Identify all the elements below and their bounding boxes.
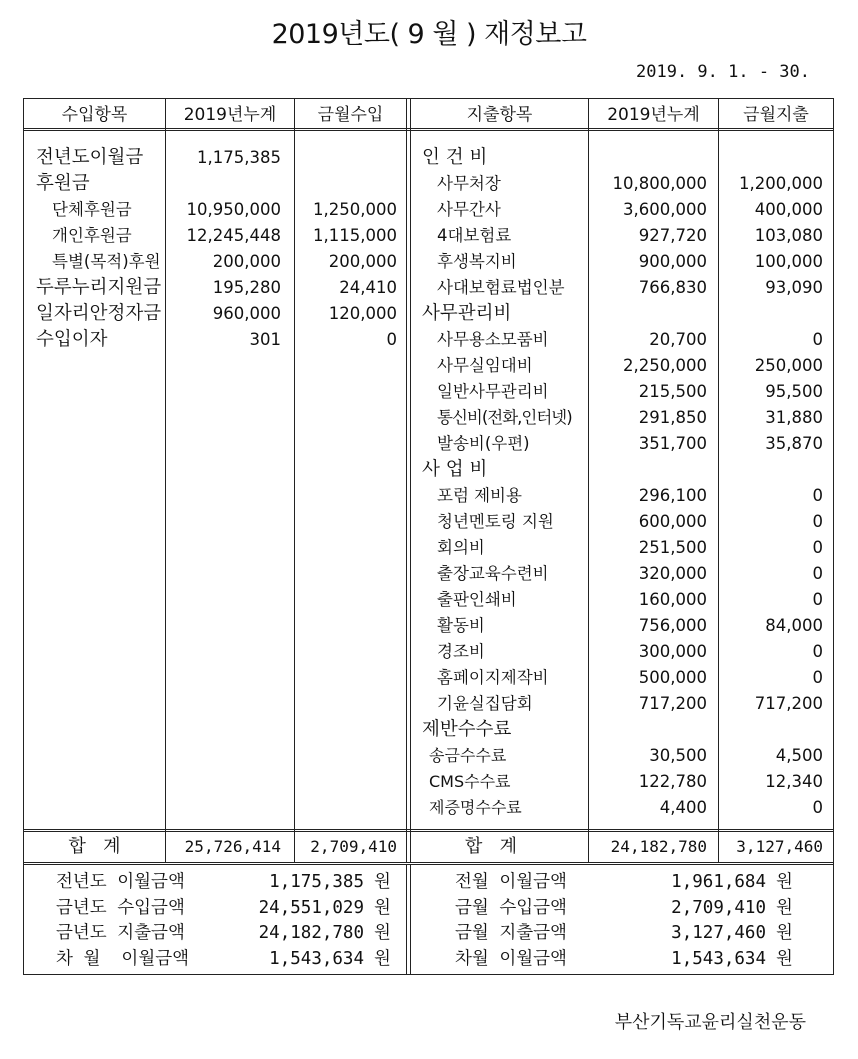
expense-item-month [719,717,823,743]
summary-right-amount: 1,961,684 [671,872,766,892]
expense-item-ytd: 717,200 [638,694,707,713]
expense-item-ytd: 30,500 [649,746,707,765]
expense-item-ytd: 351,700 [638,434,707,453]
expense-item-month: 0 [812,642,823,661]
expense-item-ytd: 900,000 [638,252,707,271]
summary-right-unit: 원 [776,872,793,892]
income-total-label: 합 계 [68,836,121,857]
expense-item-month [719,145,823,171]
expense-item-ytd: 300,000 [638,642,707,661]
expense-item-month: 250,000 [754,356,823,375]
expense-item-ytd: 600,000 [638,512,707,531]
expense-item-ytd: 4,400 [659,798,707,817]
expense-item-ytd: 2,250,000 [623,356,707,375]
summary-right-amount: 1,543,634 [671,949,766,969]
expense-item-month: 103,080 [754,226,823,245]
expense-item-ytd: 160,000 [638,590,707,609]
expense-item-label: 사무처장 [437,174,501,193]
expense-item-month: 0 [812,538,823,557]
income-item-ytd: 195,280 [212,278,281,297]
expense-item-label: 발송비(우편) [437,434,530,453]
expense-item-ytd: 756,000 [638,616,707,635]
expense-item-month: 0 [812,330,823,349]
income-item-month: 24,410 [339,278,397,297]
expense-item-ytd: 320,000 [638,564,707,583]
header-income-ytd: 2019년누계 [183,105,277,125]
income-total-ytd: 25,726,414 [184,837,281,856]
summary-left-unit: 원 [374,923,391,943]
expense-item-month: 0 [812,564,823,583]
summary-left-unit: 원 [374,898,391,918]
income-item-ytd: 200,000 [212,252,281,271]
expense-item-ytd: 927,720 [638,226,707,245]
expense-item-month [719,301,823,327]
expense-item-month [719,457,823,483]
header-expense-ytd: 2019년누계 [607,105,700,125]
expense-item-ytd: 766,830 [638,278,707,297]
report-period: 2019. 9. 1. - 30. [636,62,810,82]
summary-left-label: 차 월 이월금액 [56,949,190,969]
income-item-label: 단체후원금 [52,200,132,219]
expense-item-label: 통신비(전화,인터넷) [437,408,572,427]
summary-left-amount: 1,175,385 [269,872,364,892]
expense-item-month: 1,200,000 [739,174,823,193]
expense-item-ytd: 251,500 [638,538,707,557]
income-item-label: 일자리안정자금 [36,303,162,324]
income-item-label: 후원금 [36,173,90,194]
expense-item-ytd [589,145,707,171]
expense-item-label: 출판인쇄비 [437,590,517,609]
expense-item-label: 사대보험료법인분 [437,278,565,297]
expense-item-label: 기윤실집담회 [437,694,533,713]
income-item-label: 두루누리지원금 [36,277,162,298]
expense-item-month: 0 [812,798,823,817]
expense-item-label: 후생복지비 [437,252,517,271]
expense-item-month: 0 [812,668,823,687]
summary-left-label: 금년도 수입금액 [56,898,185,918]
header-expense-item: 지출항목 [466,105,533,125]
expense-item-label: 포럼 제비용 [437,486,522,505]
expense-item-label: 사무간사 [437,200,501,219]
expense-item-label: 활동비 [437,616,485,635]
organization-name: 부산기독교윤리실천운동 [614,1012,806,1033]
summary-right-label: 전월 이월금액 [455,872,567,892]
expense-total-ytd: 24,182,780 [610,837,707,856]
summary-right-amount: 3,127,460 [671,923,766,943]
summary-right-amount: 2,709,410 [671,898,766,918]
income-item-month: 200,000 [328,252,397,271]
summary-left-unit: 원 [374,949,391,969]
summary-right-unit: 원 [776,898,793,918]
summary-right-unit: 원 [776,949,793,969]
income-item-ytd: 1,175,385 [197,148,281,167]
expense-item-ytd: 20,700 [649,330,707,349]
expense-item-label: 제증명수수료 [429,798,522,817]
header-income-item: 수입항목 [61,105,128,125]
income-item-month: 0 [386,330,397,349]
summary-left-label: 전년도 이월금액 [56,872,185,892]
expense-item-label: 사무용소모품비 [437,330,549,349]
header-income-month: 금월수입 [317,105,384,125]
income-item-month: 1,250,000 [313,200,397,219]
expense-item-ytd: 3,600,000 [623,200,707,219]
summary-right-label: 차월 이월금액 [455,949,567,969]
summary-right-label: 금월 지출금액 [455,923,567,943]
income-item-label: 개인후원금 [52,226,132,245]
income-item-ytd: 960,000 [212,304,281,323]
expense-item-label: 사 업 비 [422,459,488,480]
expense-item-label: 출장교육수련비 [437,564,549,583]
expense-item-month: 12,340 [765,772,823,791]
expense-item-label: 제반수수료 [422,719,512,740]
summary-left-unit: 원 [374,872,391,892]
expense-item-ytd [589,457,707,483]
expense-total-label: 합 계 [465,836,517,857]
expense-item-ytd: 500,000 [638,668,707,687]
expense-item-ytd: 296,100 [638,486,707,505]
income-item-month: 1,115,000 [313,226,397,245]
expense-item-ytd [589,301,707,327]
expense-item-month: 400,000 [754,200,823,219]
expense-item-month: 0 [812,486,823,505]
income-item-label: 특별(목적)후원 [52,252,161,271]
expense-item-label: 일반사무관리비 [437,382,549,401]
expense-item-label: 사무관리비 [422,303,512,324]
expense-item-label: 송금수수료 [429,746,507,765]
expense-item-label: 청년멘토링 지원 [437,512,554,531]
summary-left-amount: 24,182,780 [258,923,364,943]
income-total-month: 2,709,410 [310,837,397,856]
income-item-month: 120,000 [328,304,397,323]
header-expense-month: 금월지출 [743,105,809,125]
expense-item-label: 인 건 비 [422,147,488,168]
expense-item-month: 35,870 [765,434,823,453]
expense-item-label: 사무실임대비 [437,356,533,375]
expense-item-month: 0 [812,512,823,531]
expense-item-month: 717,200 [754,694,823,713]
expense-item-month: 93,090 [765,278,823,297]
income-item-month [295,145,397,171]
expense-item-ytd: 10,800,000 [612,174,707,193]
expense-item-label: 홈페이지제작비 [437,668,549,687]
expense-item-ytd [589,717,707,743]
report-title: 2019년도( 9 월 ) 재정보고 [271,19,587,50]
expense-item-month: 0 [812,590,823,609]
income-item-ytd: 12,245,448 [186,226,281,245]
summary-left-amount: 1,543,634 [269,949,364,969]
expense-item-label: 회의비 [437,538,485,557]
expense-item-ytd: 122,780 [638,772,707,791]
expense-item-month: 31,880 [765,408,823,427]
expense-item-label: 경조비 [437,642,485,661]
income-item-ytd: 10,950,000 [186,200,281,219]
income-item-ytd [166,171,281,197]
expense-item-month: 95,500 [765,382,823,401]
summary-left-amount: 24,551,029 [258,898,364,918]
income-item-label: 전년도이월금 [36,147,144,168]
expense-total-month: 3,127,460 [736,837,823,856]
expense-item-ytd: 291,850 [638,408,707,427]
expense-item-label: 4대보험료 [437,226,512,245]
income-item-month [295,171,397,197]
expense-item-label: CMS수수료 [429,772,511,791]
summary-right-label: 금월 수입금액 [455,898,567,918]
income-item-ytd: 301 [249,330,281,349]
summary-left-label: 금년도 지출금액 [56,923,185,943]
expense-item-month: 4,500 [775,746,823,765]
expense-item-month: 84,000 [765,616,823,635]
summary-right-unit: 원 [776,923,793,943]
income-item-label: 수입이자 [36,329,108,350]
expense-item-ytd: 215,500 [638,382,707,401]
expense-item-month: 100,000 [754,252,823,271]
